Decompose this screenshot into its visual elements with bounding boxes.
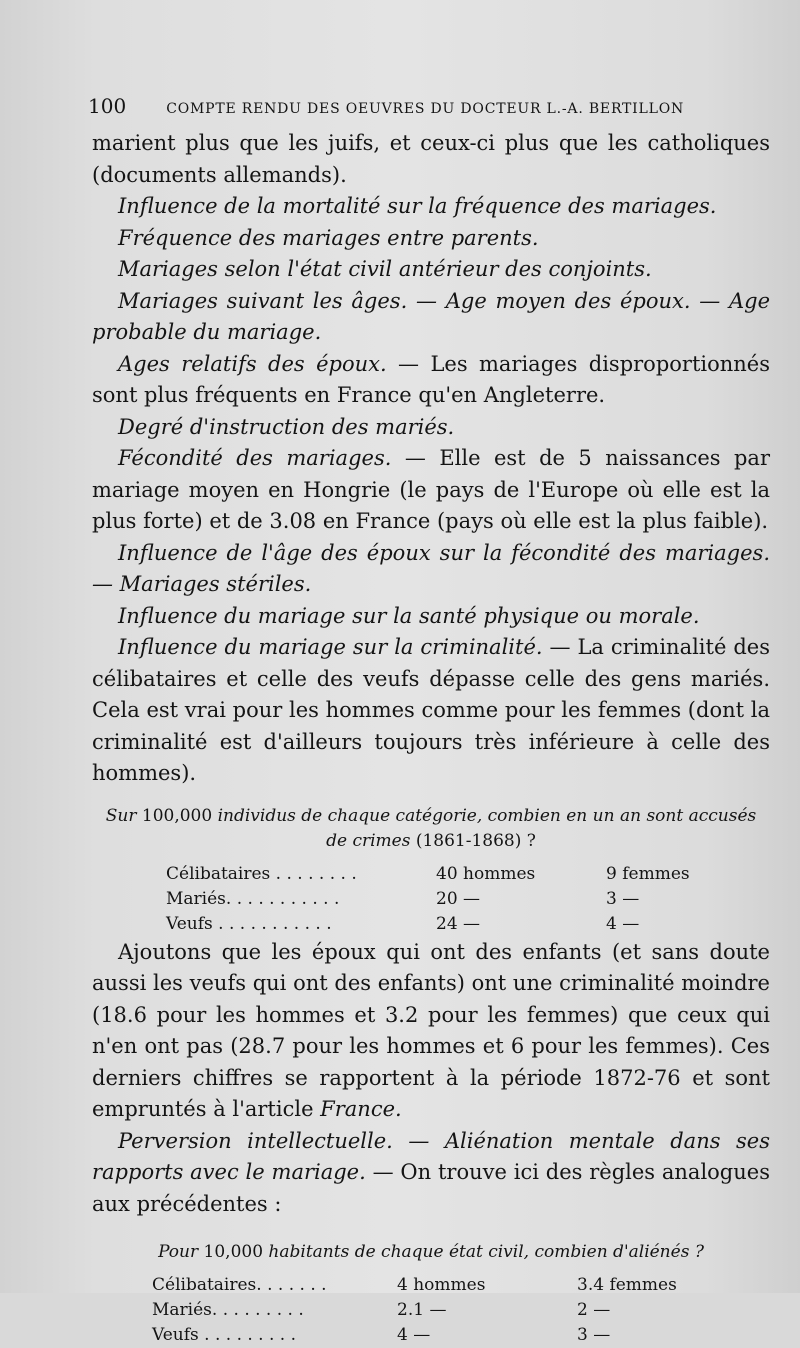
paragraph-relative-ages [92,349,770,412]
section-heading-ages: Mariages suivant les âges. — Age moyen des époux. — Age probable du mariage. [92,288,770,344]
men-value: 4 — [397,1325,431,1345]
table-row [166,862,766,887]
caption-crime-text: individus de chaque catégorie, combien en un an sont accusés de crimes [212,805,757,851]
paragraph-fecundity [92,443,770,538]
section-heading-kinship: Fréquence des mariages entre parents. [118,225,539,250]
men-value: 20 — [436,888,481,909]
row-label: Mariés. . . . . . . . . . . [166,888,340,909]
women-value: 3 — [577,1325,611,1345]
caption-insanity-number: 10,000 [203,1242,264,1262]
women-value: 9 femmes [606,863,690,884]
row-label: Veufs . . . . . . . . . [152,1325,297,1345]
women-value: 2 — [577,1300,611,1320]
table-row [152,1323,737,1348]
section-heading-fecundity: Fécondité des mariages. [118,446,392,470]
section-heading-relative-ages: Ages relatifs des époux. [118,351,387,376]
caption-insanity-text: habitants de chaque état civil, combien d'aliénés ? [263,1242,704,1262]
article-reference: France. [320,1097,402,1121]
paragraph-continuation: marient plus que les juifs, et ceux-ci plus que les catholiques (documents allemands). [92,131,770,187]
page-header [88,94,690,118]
row-label: Célibataires. . . . . . . [152,1275,327,1295]
caption-crime-years: (1861-1868) ? [415,830,536,851]
men-value: 2.1 — [397,1300,447,1320]
women-value: 3.4 femmes [577,1275,677,1295]
table-row [152,1298,737,1323]
running-title: COMPTE RENDU DES OEUVRES DU DOCTEUR L.-A. BERTILLON [166,101,685,117]
section-heading-education: Degré d'instruction des mariés. [118,414,455,439]
section-heading-mortality: Influence de la mortalité sur la fréquence des mariages. [118,194,717,218]
table-caption-crime [102,804,760,854]
table-row [152,1273,737,1298]
caption-crime-prefix: Sur [105,805,142,826]
insanity-text: — On trouve ici des règles analogues aux précédentes : [92,1160,770,1216]
criminality-text: — La criminalité des célibataires et celle des veufs dépasse celle des gens mariés. Cela est vrai pour les hommes comme pour les femmes (dont la criminalité est d'ailleurs toujours très inférieure à celle des hommes). [92,635,770,785]
insanity-table [152,1273,737,1348]
men-value: 24 — [436,913,481,934]
relative-ages-text: — Les mariages disproportionnés sont plus fréquents en France qu'en Angleterre. [92,351,770,407]
section-heading-civil-status: Mariages selon l'état civil antérieur des conjoints. [118,257,652,281]
section-heading-criminality: Influence du mariage sur la criminalité. [118,635,543,659]
paragraph-children [92,937,770,1126]
caption-insanity-prefix: Pour [158,1242,204,1262]
caption-crime-number: 100,000 [141,805,213,826]
crime-table [166,862,766,937]
table-row [166,912,766,937]
women-value: 3 — [606,888,640,909]
section-heading-health: Influence du mariage sur la santé physique ou morale. [118,603,700,628]
paragraph-insanity [92,1126,770,1221]
row-label: Mariés. . . . . . . . . [152,1300,304,1320]
fecundity-text: — Elle est de 5 naissances par mariage moyen en Hongrie (le pays de l'Europe où elle est la plus forte) et de 3.08 en France (pays où elle est la plus faible). [92,446,770,533]
page-number: 100 [88,94,127,118]
women-value: 4 — [606,913,640,934]
paragraph-criminality [92,632,770,790]
men-value: 40 hommes [436,863,536,884]
section-heading-age-fecundity: Influence de l'âge des époux sur la fécondité des mariages. — Mariages stériles. [92,540,770,596]
table-row [166,887,766,912]
section-heading-insanity: Perversion intellectuelle. — Aliénation mentale dans ses rapports avec le mariage. [92,1128,770,1184]
table-caption-insanity [102,1240,760,1265]
men-value: 4 hommes [397,1275,486,1295]
row-label: Veufs . . . . . . . . . . . [166,913,332,934]
children-text: Ajoutons que les époux qui ont des enfants (et sans doute aussi les veufs qui ont des enfants) ont une criminalité moindre (18.6 pour les hommes et 3.2 pour les femmes) que ceux qui n'en ont pas (28.7 pour les hommes et 6 pour les femmes). Ces derniers chiffres se rapportent à la période 1872-76 et sont empruntés à l'article [92,939,770,1121]
row-label: Célibataires . . . . . . . . [166,863,357,884]
page-body [92,128,770,1348]
